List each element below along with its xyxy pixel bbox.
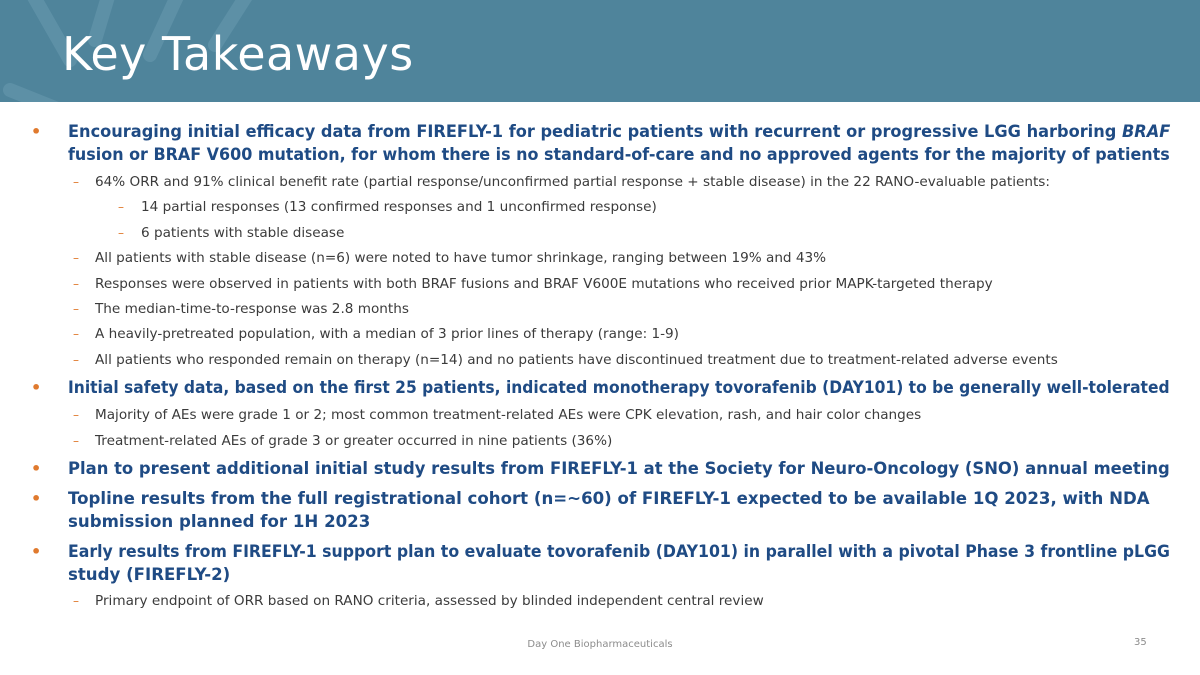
takeaway-4-line-2: submission planned for 1H 2023 xyxy=(68,512,371,531)
braf-italic: BRAF xyxy=(1121,122,1171,141)
slide-title: Key Takeaways xyxy=(62,27,414,81)
page-number: 35 xyxy=(1134,637,1147,648)
takeaway-1-sub-4: The median-time-to-response was 2.8 months xyxy=(95,301,409,317)
takeaway-2-sub-1: Majority of AEs were grade 1 or 2; most common treatment-related AEs were CPK elevation, rash, and hair color changes xyxy=(95,407,922,423)
takeaway-1-sub-1b: 6 patients with stable disease xyxy=(141,225,345,241)
dash-icon: – xyxy=(73,408,79,422)
takeaway-1-sub-5: A heavily-pretreated population, with a median of 3 prior lines of therapy (range: 1-9) xyxy=(95,326,679,342)
takeaway-3-line-1: Plan to present additional initial study results from FIREFLY-1 at the Society for Neuro-Oncology (SNO) annual meeting xyxy=(68,459,1170,478)
dash-icon: – xyxy=(73,327,79,341)
takeaway-1-sub-1: 64% ORR and 91% clinical benefit rate (partial response/unconfirmed partial response + stable disease) in the 22 RANO-evaluable patients: xyxy=(95,174,1050,190)
dash-icon: – xyxy=(73,353,79,367)
bullet-icon: • xyxy=(31,489,42,508)
dash-icon: – xyxy=(73,302,79,316)
dash-icon: – xyxy=(73,594,79,608)
takeaway-2-line-1: Initial safety data, based on the first 25 patients, indicated monotherapy tovorafenib (DAY101) to be generally well-tolerated xyxy=(68,378,1170,397)
dash-icon: – xyxy=(118,200,124,214)
takeaway-5-line-1: Early results from FIREFLY-1 support plan to evaluate tovorafenib (DAY101) in parallel with a pivotal Phase 3 frontline pLGG xyxy=(68,542,1170,561)
dash-icon: – xyxy=(73,175,79,189)
takeaway-1-sub-3: Responses were observed in patients with both BRAF fusions and BRAF V600E mutations who received prior MAPK-targeted therapy xyxy=(95,276,993,292)
bullet-icon: • xyxy=(31,459,42,478)
takeaway-5-sub-1: Primary endpoint of ORR based on RANO criteria, assessed by blinded independent central review xyxy=(95,593,764,609)
dash-icon: – xyxy=(73,251,79,265)
takeaway-4-line-1: Topline results from the full registrational cohort (n=~60) of FIREFLY-1 expected to be available 1Q 2023, with NDA xyxy=(68,489,1150,508)
dash-icon: – xyxy=(118,226,124,240)
dash-icon: – xyxy=(73,277,79,291)
bullet-icon: • xyxy=(31,378,42,397)
bullet-icon: • xyxy=(31,542,42,561)
bullet-icon: • xyxy=(31,122,42,141)
footer-company: Day One Biopharmaceuticals xyxy=(527,639,673,650)
takeaway-1-line-2: fusion or BRAF V600 mutation, for whom there is no standard-of-care and no approved agents for the majority of patients xyxy=(68,145,1170,164)
takeaway-1-sub-1a: 14 partial responses (13 confirmed responses and 1 unconfirmed response) xyxy=(141,199,657,215)
takeaway-1-sub-2: All patients with stable disease (n=6) were noted to have tumor shrinkage, ranging between 19% and 43% xyxy=(95,250,827,266)
dash-icon: – xyxy=(73,434,79,448)
takeaway-1-sub-6: All patients who responded remain on therapy (n=14) and no patients have discontinued treatment due to treatment-related adverse events xyxy=(95,352,1058,368)
takeaway-1-line-1: Encouraging initial efficacy data from FIREFLY-1 for pediatric patients with recurrent or progressive LGG harboring BRAF xyxy=(68,122,1171,141)
takeaway-5-line-2: study (FIREFLY-2) xyxy=(68,565,231,584)
takeaway-2-sub-2: Treatment-related AEs of grade 3 or greater occurred in nine patients (36%) xyxy=(95,433,613,449)
